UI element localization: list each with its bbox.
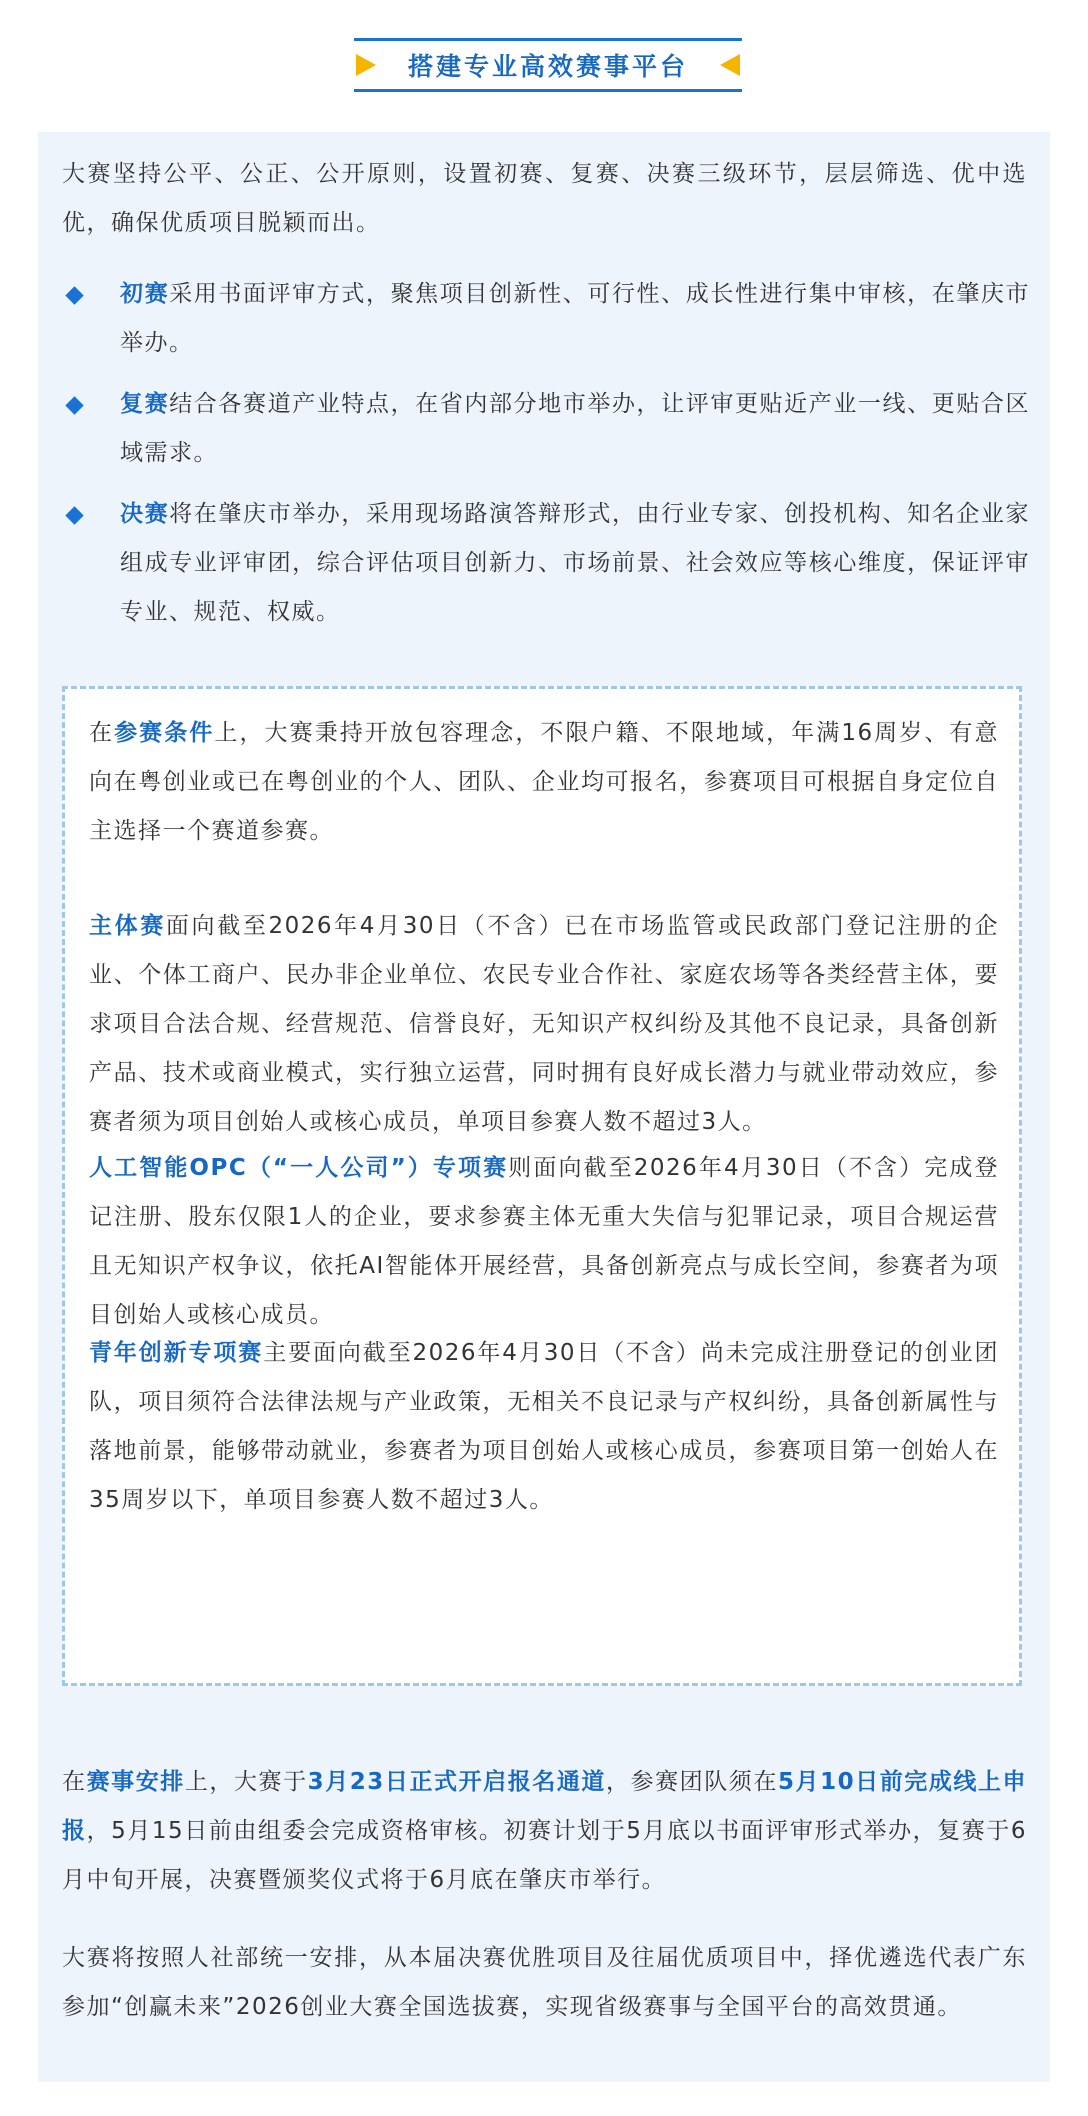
stage-name: 决赛 — [120, 501, 170, 527]
track-name: 人工智能OPC（“一人公司”）专项赛 — [89, 1155, 509, 1181]
track-name: 主体赛 — [89, 913, 166, 939]
schedule-text: ，5月15日前由组委会完成资格审核。初赛计划于5月底以书面评审形式举办，复赛于6月中旬开展，决赛暨颁奖仪式将于6月底在肇庆市举行。 — [62, 1818, 1027, 1893]
submission-deadline: 5月10日前完成线上申报 — [62, 1769, 1028, 1844]
conditions-text: 上，大赛秉持开放包容理念，不限户籍、不限地域，年满16周岁、有意向在粤创业或已在粤创业的个人、团队、企业均可报名，参赛项目可根据自身定位自主选择一个赛道参赛。 — [89, 720, 999, 844]
section-header — [0, 38, 1088, 96]
stage-name: 初赛 — [120, 281, 170, 307]
track-paragraph — [89, 1144, 999, 1340]
schedule-paragraph — [62, 1758, 1027, 1905]
conditions-prefix: 在 — [89, 720, 115, 746]
track-desc: 面向截至2026年4月30日（不含）已在市场监管或民政部门登记注册的企业、个体工商户、民办非企业单位、农民专业合作社、家庭农场等各类经营主体，要求项目合法合规、经营规范、信誉良好，无知识产权纠纷及其他不良记录，具备创新产品、技术或商业模式，实行独立运营，同时拥有良好成长潜力与就业带动效应，参赛者须为项目创始人或核心成员，单项目参赛人数不超过3人。 — [89, 913, 1000, 1135]
stage-desc: 采用书面评审方式，聚焦项目创新性、可行性、成长性进行集中审核，在肇庆市举办。 — [120, 281, 1031, 356]
section-title: 搭建专业高效赛事平台 — [407, 52, 688, 81]
schedule-prefix: 在 — [62, 1769, 87, 1795]
diamond-bullet-icon — [65, 286, 83, 304]
conditions-paragraph — [89, 709, 999, 856]
track-desc: 主要面向截至2026年4月30日（不含）尚未完成注册登记的创业团队，项目须符合法律法规与产业政策，无相关不良记录与产权纠纷，具备创新属性与落地前景，能够带动就业，参赛者为项目创始人或核心成员，参赛项目第一创始人在35周岁以下，单项目参赛人数不超过3人。 — [89, 1340, 1000, 1513]
schedule-highlight: 赛事安排 — [86, 1769, 185, 1795]
intro-paragraph: 大赛坚持公平、公正、公开原则，设置初赛、复赛、决赛三级环节，层层筛选、优中选优，确保优质项目脱颖而出。 — [62, 161, 1027, 236]
title-frame — [354, 38, 742, 92]
stage-text — [120, 380, 1030, 478]
registration-date: 3月23日正式开启报名通道 — [307, 1769, 606, 1795]
conditions-highlight: 参赛条件 — [114, 720, 215, 746]
track-paragraph — [89, 902, 999, 1147]
stage-desc: 将在肇庆市举办，采用现场路演答辩形式，由行业专家、创投机构、知名企业家组成专业评审团，综合评估项目创新力、市场前景、社会效应等核心维度，保证评审专业、规范、权威。 — [120, 501, 1031, 625]
stage-text — [120, 270, 1030, 368]
diamond-bullet-icon — [65, 506, 83, 524]
conditions-box — [62, 686, 1022, 1686]
schedule-text: 上，大赛于 — [184, 1769, 308, 1795]
stage-name: 复赛 — [120, 391, 170, 417]
track-paragraph — [89, 1329, 999, 1525]
content-panel — [38, 132, 1050, 2082]
closing-paragraph: 大赛将按照人社部统一安排，从本届决赛优胜项目及往届优质项目中，择优遴选代表广东参加“创赢未来”2026创业大赛全国选拔赛，实现省级赛事与全国平台的高效贯通。 — [62, 1945, 1027, 2020]
stage-desc: 结合各赛道产业特点，在省内部分地市举办，让评审更贴近产业一线、更贴合区域需求。 — [120, 391, 1031, 466]
diamond-bullet-icon — [65, 396, 83, 414]
triangle-left-icon — [720, 54, 740, 76]
stage-text — [120, 490, 1030, 637]
track-name: 青年创新专项赛 — [89, 1340, 264, 1366]
track-desc: 则面向截至2026年4月30日（不含）完成登记注册、股东仅限1人的企业，要求参赛主体无重大失信与犯罪记录，项目合规运营且无知识产权争议，依托AI智能体开展经营，具备创新亮点与成长空间，参赛者为项目创始人或核心成员。 — [89, 1155, 999, 1328]
schedule-text: ，参赛团队须在 — [605, 1769, 778, 1795]
